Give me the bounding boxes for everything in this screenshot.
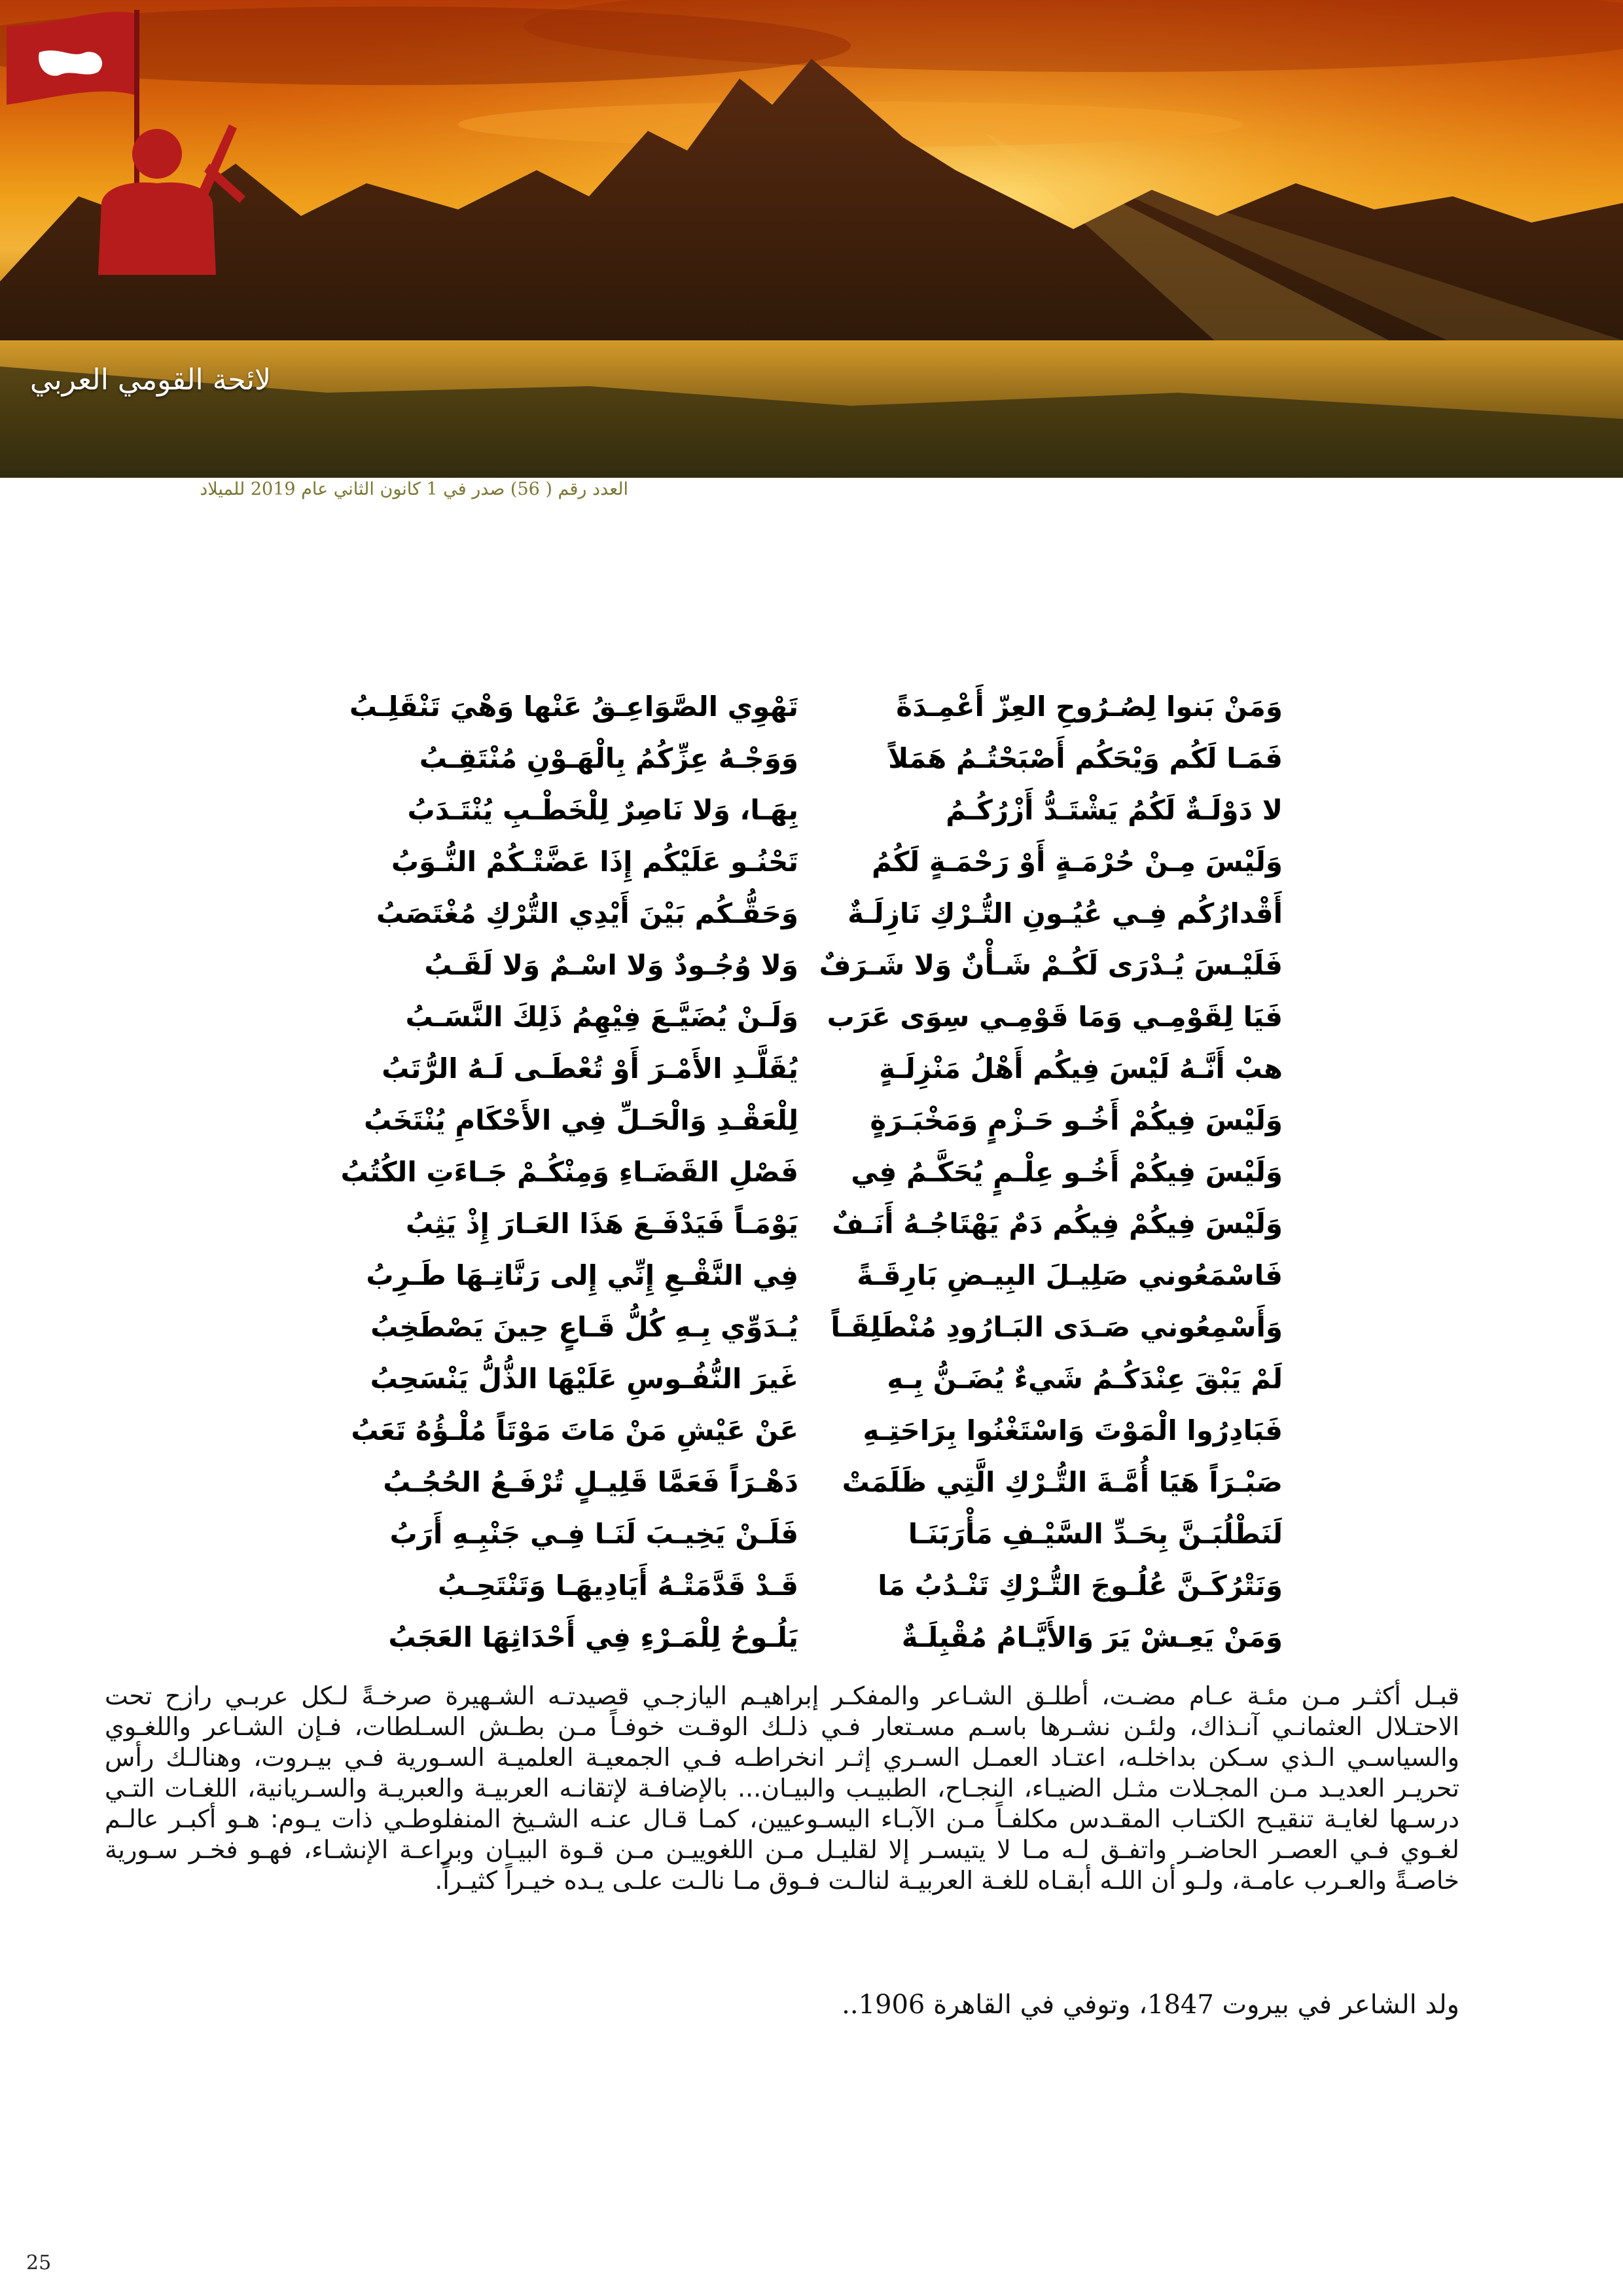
poem-verse — [340, 1249, 1283, 1301]
verse-first-hemistich: لَمْ يَبْقَ عِنْدَكُـمُ شَيءٌ يُضَـنُّ بِـهِ — [887, 1363, 1283, 1395]
verse-second-hemistich: فَلَـنْ يَخِيـبَ لَنَـا فِـي جَنْبِـهِ أَرَبُ — [389, 1518, 798, 1550]
poem-verse — [340, 681, 1283, 732]
verse-first-hemistich: فَبَادِرُوا الْمَوْتَ وَاسْتَغْنُوا بِرَاحَتِـهِ — [863, 1414, 1283, 1446]
verse-second-hemistich: قَـدْ قَدَّمَتْـهُ أَيَادِيهَـا وَتَنْتَحِـبُ — [437, 1570, 798, 1602]
poem-verse — [340, 836, 1283, 888]
poem-verse — [340, 1456, 1283, 1508]
verse-first-hemistich: وَنَتْرُكَـنَّ عُلُـوجَ التُّـرْكِ تَنْـدُبُ مَا — [878, 1570, 1283, 1602]
verse-first-hemistich: لا دَوْلَـةٌ لَكُمُ يَشْتَـدُّ أَزْرُكُـمُ — [946, 794, 1283, 826]
poem-verse — [340, 1353, 1283, 1405]
poem-verse — [340, 939, 1283, 991]
poem-verse — [340, 1611, 1283, 1663]
poem-verse — [340, 732, 1283, 784]
poem-verse — [340, 1043, 1283, 1094]
verse-first-hemistich: وَلَيْسَ فِيكُمْ أَخُـو عِلْـمٍ يُحَكَّـمُ فِي — [851, 1156, 1283, 1188]
verse-first-hemistich: لَنَطْلُبَـنَّ بِحَـدِّ السَّيْـفِ مَأْرَبَنَـا — [908, 1518, 1283, 1550]
verse-first-hemistich: فَاسْمَعُوني صَلِيـلَ البِيـضِ بَارِقَـةً — [857, 1259, 1283, 1291]
verse-second-hemistich: بِهَـا، وَلا نَاصِرٌ لِلْخَطْـبِ يُنْتَـدَبُ — [407, 794, 798, 826]
verse-second-hemistich: وَلا وُجُـودٌ وَلا اسْـمٌ وَلا لَقَـبُ — [424, 949, 798, 981]
verse-first-hemistich: هبْ أَنَّـهُ لَيْسَ فِيكُم أَهْلُ مَنْزِلَـةٍ — [879, 1052, 1283, 1085]
verse-second-hemistich: يُقَلَّـدِ الأَمْـرَ أَوْ تُعْطَـى لَـهُ الرُّتَبُ — [382, 1052, 798, 1085]
poem-verse — [340, 1198, 1283, 1249]
verse-second-hemistich: يُـدَوِّي بِـهِ كُلُّ قَـاعٍ حِينَ يَصْطَخِبُ — [370, 1311, 798, 1343]
verse-first-hemistich: وَأَسْمِعُوني صَـدَى البَـارُودِ مُنْطَلِقَـاً — [830, 1311, 1283, 1343]
header-banner — [0, 0, 1623, 478]
verse-second-hemistich: وَحَقُّـكُم بَيْنَ أَيْدِي التُّرْكِ مُغْتَصَبُ — [376, 897, 798, 929]
poem-verse — [340, 1094, 1283, 1146]
verse-second-hemistich: فَصْلِ القَضَـاءِ وَمِنْكُـمْ جَـاءَتِ الكُتُبُ — [340, 1156, 798, 1188]
article-body — [105, 1681, 1459, 1896]
verse-second-hemistich: غَيرَ النُّفُـوسِ عَلَيْهَا الذُّلُّ يَنْسَحِبُ — [370, 1363, 798, 1395]
poem-verse — [340, 1301, 1283, 1353]
verse-first-hemistich: فَيَا لِقَوْمِـي وَمَا قَوْمِـي سِوَى عَرَب — [827, 1001, 1283, 1033]
verse-first-hemistich: وَمَنْ بَنوا لِصُـرُوحِ العِزّ أَعْمِـدَةً — [896, 691, 1283, 723]
verse-second-hemistich: وَلَـنْ يُضَيَّـعَ فِيْهِمُ ذَلِكَ النَّسَـبُ — [405, 1001, 798, 1033]
verse-second-hemistich: لِلْعَقْـدِ وَالْحَـلِّ فِي الأَحْكَامِ يُنْتَخَبُ — [363, 1104, 798, 1136]
issue-date-line: العدد رقم ( 56) صدر في 1 كانون الثاني عام 2019 للميلاد — [200, 479, 628, 499]
verse-first-hemistich: وَلَيْسَ فِيكُمْ أَخُـو حَـزْمٍ وَمَخْبَـرَةٍ — [870, 1104, 1283, 1136]
poem-verse — [340, 1405, 1283, 1456]
verse-second-hemistich: تَحْنُـو عَلَيْكُم إِذَا عَضَّتْـكُمْ النُّـوَبُ — [391, 846, 798, 878]
verse-first-hemistich: وَلَيْسَ مِـنْ حُرْمَـةٍ أَوْ رَحْمَـةٍ لَكُمُ — [872, 846, 1283, 878]
poem-verse — [340, 1146, 1283, 1198]
verse-second-hemistich: عَنْ عَيْشِ مَنْ مَاتَ مَوْتَاً مُلْـؤُهُ تَعَبُ — [351, 1414, 798, 1446]
article-paragraph: قبـل أكثـر مـن مئـة عـام مضـت، أطلـق الشـاعر والمفكـر إبراهيـم اليازجـي قصيدتـه الشـهيرة صرخـةً لـكل عربـي رازح تحت الاحتـلال العثمانـي آنـذاك، ولئـن نشـرها باسـم مسـتعار فـي ذلـك الوقـت خوفـاً مـن بطـش السـلطات، فـإن الشـاعر واللغـوي والسياسـي الـذي سـكن بداخلـه، اعتـاد العمـل السـري إثـر انخراطـه فـي الجمعيـة العلميـة السـورية فـي بيـروت، وهنالـك رأس تحريـر العديـد مـن المجـلات مثـل الضيـاء، النجـاح، الطبيـب والبيـان... بالإضافـة لإتقانـه العربيـة والعبريـة والسـريانية، اللغـات التـي درسـها لغايـة تنقيـح الكتـاب المقـدس مكلفـاً مـن الآبـاء اليسـوعيين، كمـا قـال عنـه الشـيخ المنفلوطـي ذات يـوم: هـو أكبـر عالـم لغـوي فـي العصـر الحاضـر واتفـق لـه مـا لا يتيسـر إلا لقليـل مـن اللغوييـن مـن قـوة البيـان وبراعـة الإنشـاء، فهـو فخـر سـورية خاصـةً والعـرب عامـة، ولـو أن اللـه أبقـاه للغـة العربيـة لنالـت فـوق مـا نالـت علـى يـده خيـراً كثيـراً. — [105, 1681, 1459, 1895]
logo-emblem-icon — [0, 0, 255, 275]
verse-first-hemistich: وَلَيْسَ فِيكُمْ فِيكُم دَمٌ يَهْتَاجُـهُ أَنَـفٌ — [832, 1208, 1283, 1240]
verse-second-hemistich: تَهْوِي الصَّوَاعِـقُ عَنْها وَهْيَ تَنْقَلِـبُ — [349, 691, 798, 723]
verse-first-hemistich: صَبْـرَاً هَيَا أُمَّـةَ التُّـرْكِ الَّتِي ظَلَمَتْ — [842, 1466, 1283, 1498]
verse-second-hemistich: يَلُـوحُ لِلْمَـرْءِ فِي أَحْدَاثِهَا العَجَبُ — [388, 1621, 798, 1653]
verse-second-hemistich: يَوْمَـاً فَيَدْفَـعَ هَذَا العَـارَ إِذْ يَثِبُ — [405, 1208, 798, 1240]
verse-first-hemistich: فَمَـا لَكُم وَيْحَكُم أَصْبَحْتُـمُ هَمَلاً — [888, 742, 1283, 774]
verse-second-hemistich: فِي النَّقْـعِ إِنِّي إِلى رَنَّاتِـهَا طَـرِبُ — [366, 1259, 798, 1291]
verse-first-hemistich: وَمَنْ يَعِـشْ يَرَ وَالأَيَّـامُ مُقْبِلَـةٌ — [901, 1621, 1283, 1653]
poem-verse — [340, 784, 1283, 836]
poem — [340, 681, 1283, 1663]
verse-first-hemistich: أَقْدارُكُم فِـي عُيُـونِ التُّـرْكِ نَازِلَـةٌ — [847, 897, 1283, 929]
poem-verse — [340, 991, 1283, 1043]
page-number: 25 — [26, 2251, 52, 2274]
verse-first-hemistich: فَلَيْـسَ يُـدْرَى لَكُـمْ شَـأْنٌ وَلا شَـرَفٌ — [819, 949, 1283, 981]
birth-death-line: ولد الشاعر في بيروت 1847، وتوفي في القاهرة 1906.. — [842, 1990, 1459, 2020]
poem-verse — [340, 888, 1283, 939]
verse-second-hemistich: دَهْـرَاً فَعَمَّا قَلِيـلٍ تُرْفَـعُ الحُجُـبُ — [383, 1466, 798, 1498]
poem-verse — [340, 1508, 1283, 1560]
poem-verse — [340, 1560, 1283, 1611]
logo-title: لائحة القومي العربي — [29, 363, 272, 397]
verse-second-hemistich: وَوَجْـهُ عِزِّكُمُ بِالْهَـوْنِ مُنْتَقِـبُ — [419, 742, 798, 774]
